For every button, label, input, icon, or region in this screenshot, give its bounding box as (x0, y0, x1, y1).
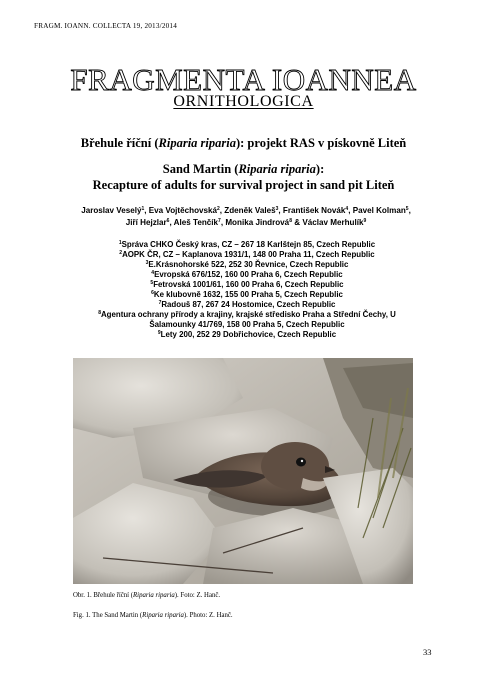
affiliation-text: E.Krásnohorské 522, 252 30 Řevnice, Czech Republic (148, 260, 349, 269)
title-en-part1: Sand Martin ( (162, 162, 239, 176)
affiliation-text: Evropská 676/152, 160 00 Praha 6, Czech Republic (154, 270, 343, 279)
author-separator: , (278, 206, 283, 215)
author-separator: , (144, 206, 149, 215)
author-separator: , (219, 206, 225, 215)
author-aff-marker: 6 (166, 218, 170, 224)
title-en-part2: ): (315, 162, 325, 176)
affiliation-number: 9 (157, 330, 161, 336)
affiliation-text: Lety 200, 252 29 Dobřichovice, Czech Republic (160, 330, 337, 339)
author-aff-marker: 3 (275, 206, 279, 212)
author-separator: , (169, 218, 174, 227)
title-en-latin: Riparia riparia (238, 162, 316, 176)
sand-martin-illustration (73, 358, 413, 584)
affiliation-number: 6 (151, 290, 154, 296)
affiliation (22, 250, 472, 260)
journal-subtitle: ORNITHOLOGICA (173, 93, 314, 110)
author: Eva Vojtěchovská (148, 206, 218, 215)
caption-cz-latin: Riparia riparia (133, 592, 175, 599)
author-list-line1 (26, 205, 466, 216)
affiliation-number: 5 (150, 280, 154, 286)
affiliation-text: Správa CHKO Český kras, CZ – 267 18 Karlštejn 85, Czech Republic (121, 240, 376, 249)
affiliation-text: Agentura ochrany přírody a krajiny, krajské středisko Praha a Střední Čechy, U (100, 310, 396, 319)
title-cz-latin: Riparia riparia (158, 136, 236, 150)
author: Monika Jindrová (225, 218, 290, 227)
caption-en-part2: ). Photo: Z. Hanč. (183, 612, 233, 619)
affiliation (22, 280, 472, 290)
affiliation-text: AOPK ČR, CZ – Kaplanova 1931/1, 148 00 Praha 11, Czech Republic (122, 250, 375, 259)
affiliation-text: Ke klubovně 1632, 155 00 Praha 5, Czech Republic (153, 290, 343, 299)
affiliation (22, 310, 472, 320)
author-separator: , (408, 206, 411, 215)
author-separator: , (220, 218, 226, 227)
sand-martin-photo (73, 358, 413, 584)
author: Jaroslav Veselý (81, 206, 142, 215)
figure-caption-cz (73, 592, 220, 599)
affiliation-number: 3 (145, 260, 149, 266)
figure-caption-en (73, 612, 233, 619)
author-final-separator: & (291, 218, 303, 227)
journal-title: FRAGMENTA IOANNEA (70, 62, 417, 97)
author: Zdeněk Valeš (224, 206, 276, 215)
author: Pavel Kolman (352, 206, 406, 215)
author-aff-marker: 8 (289, 218, 292, 224)
author-aff-marker: 4 (345, 206, 349, 212)
author-aff-marker: 5 (405, 206, 409, 212)
affiliation-number: 7 (158, 300, 162, 306)
affiliation-text: Fetrovská 1001/61, 160 00 Praha 6, Czech Republic (153, 280, 344, 289)
caption-en-part1: Fig. 1. The Sand Martin ( (73, 612, 143, 619)
affiliation (22, 320, 472, 330)
article-title-en (0, 162, 487, 177)
affiliation (22, 240, 472, 250)
author-aff-marker: 2 (217, 206, 220, 212)
affiliation-number: 1 (118, 240, 122, 246)
affiliation-text: Radouš 87, 267 24 Hostomice, Czech Republic (161, 300, 336, 309)
caption-en-latin: Riparia riparia (142, 612, 184, 619)
article-title-en-line2: Recapture of adults for survival project in sand pit Liteň (92, 178, 395, 192)
title-cz-part1: Břehule říční ( (80, 136, 159, 150)
affiliation-number: 2 (119, 250, 123, 256)
affiliation-number: 4 (151, 270, 155, 276)
author-list-line2 (26, 217, 466, 228)
article-title-cz (0, 136, 487, 151)
author-aff-marker: 9 (363, 218, 367, 224)
affiliation (22, 330, 472, 340)
page-number: 33 (423, 647, 432, 657)
journal-subtitle-wrap (0, 93, 487, 111)
caption-cz-part2: ). Foto: Z. Hanč. (174, 592, 221, 599)
affiliation (22, 270, 472, 280)
affiliation (22, 290, 472, 300)
affiliation (22, 300, 472, 310)
author: František Novák (282, 206, 346, 215)
author: Jiří Hejzlar (125, 218, 167, 227)
caption-cz-part1: Obr. 1. Břehule říční ( (73, 592, 134, 599)
author-aff-marker: 1 (141, 206, 145, 212)
running-head: FRAGM. IOANN. COLLECTA 19, 2013/2014 (34, 22, 177, 30)
author-aff-marker: 7 (218, 218, 221, 224)
author-separator: , (348, 206, 353, 215)
author: Aleš Tenčík (173, 218, 219, 227)
author: Václav Merhulík (302, 218, 364, 227)
title-cz-part2: ): projekt RAS v pískovně Liteň (235, 136, 407, 150)
affiliation (22, 260, 472, 270)
affiliation-text: Šalamounky 41/769, 158 00 Praha 5, Czech Republic (149, 320, 345, 329)
affiliation-number: 8 (98, 310, 101, 316)
